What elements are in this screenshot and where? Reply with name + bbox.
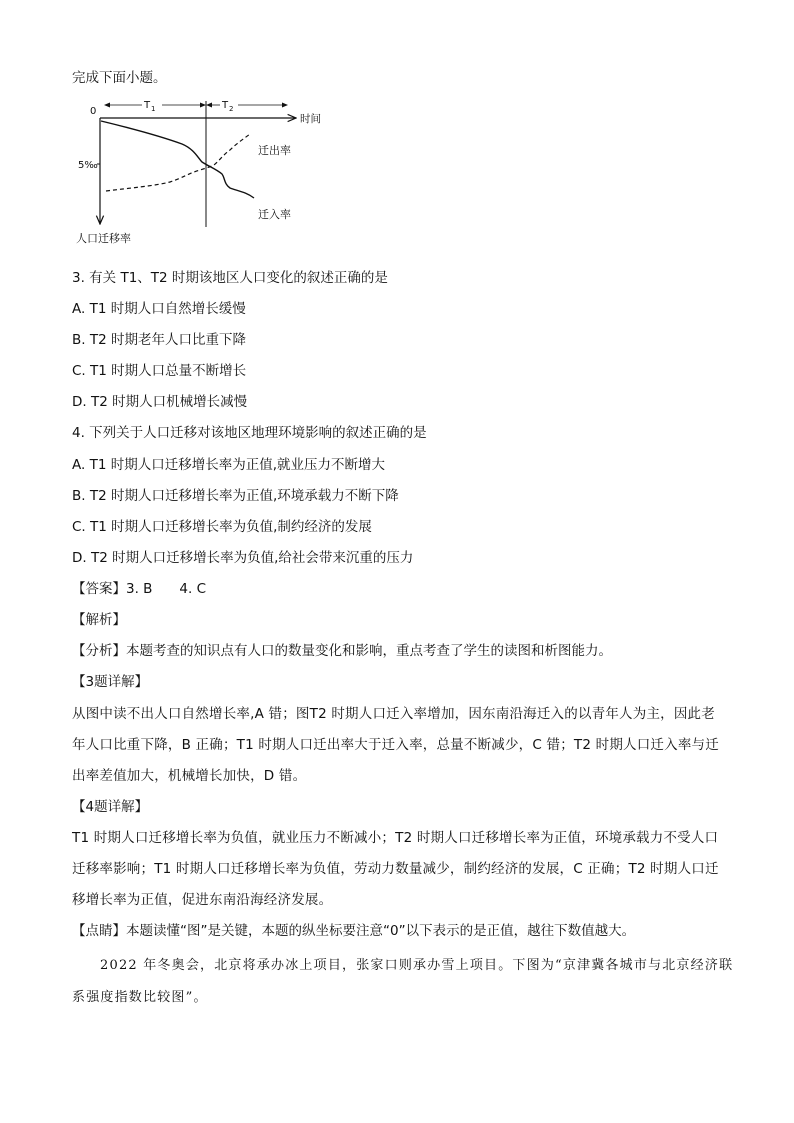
q3-detail-line-3: 出率差值加大，机械增长加快，D 错。: [72, 768, 307, 784]
q4-option-d: D. T2 时期人口迁移增长率为负值,给社会带来沉重的压力: [72, 550, 414, 566]
q3-option-d: D. T2 时期人口机械增长减慢: [72, 394, 248, 410]
t2-label: T: [222, 100, 229, 111]
q4-stem: 4. 下列关于人口迁移对该地区地理环境影响的叙述正确的是: [72, 425, 427, 441]
q3-detail-line-1: 从图中读不出人口自然增长率,A 错；图T2 时期人口迁入率增加，因东南沿海迁入的以青年人为主，因此老: [72, 706, 715, 722]
migration-rate-figure: [70, 96, 340, 248]
next-intro-line-1: 2022 年冬奥会，北京将承办冰上项目，张家口则承办雪上项目。下图为“京津冀各城市与北京经济联: [100, 958, 734, 973]
y-axis-label: 人口迁移率: [76, 232, 131, 245]
t1-sub: 1: [151, 105, 156, 113]
q3-option-c: C. T1 时期人口总量不断增长: [72, 363, 247, 379]
next-intro-line-2: 系强度指数比较图”。: [72, 990, 208, 1005]
in-rate-label: 迁入率: [258, 208, 291, 221]
q4-detail-line-1: T1 时期人口迁移增长率为负值，就业压力不断减小；T2 时期人口迁移增长率为正值，环境承载力不受人口: [72, 830, 719, 846]
answer-line: 【答案】3. B 4. C: [72, 581, 207, 597]
q3-detail-title: 【3题详解】: [72, 674, 149, 690]
intro-text: 完成下面小题。: [72, 70, 167, 86]
y-tick-label: 5‰: [78, 160, 98, 171]
q3-detail-line-2: 年人口比重下降，B 正确；T1 时期人口迁出率大于迁入率，总量不断减少，C 错；T2 时期人口迁入率与迁: [72, 737, 719, 753]
q4-detail-line-3: 移增长率为正值，促进东南沿海经济发展。: [72, 892, 333, 908]
q3-stem: 3. 有关 T1、T2 时期该地区人口变化的叙述正确的是: [72, 270, 388, 286]
q4-option-c: C. T1 时期人口迁移增长率为负值,制约经济的发展: [72, 519, 372, 535]
out-rate-curve: [101, 121, 254, 198]
t1-label: T: [144, 100, 151, 111]
q4-option-a: A. T1 时期人口迁移增长率为正值,就业压力不断增大: [72, 457, 385, 473]
q4-option-b: B. T2 时期人口迁移增长率为正值,环境承载力不断下降: [72, 488, 399, 504]
tip-text: 【点睛】本题读懂“图”是关键，本题的纵坐标要注意“0”以下表示的是正值，越往下数值越大。: [72, 923, 636, 939]
out-rate-label: 迁出率: [258, 144, 291, 157]
origin-label: 0: [90, 106, 97, 117]
q4-detail-title: 【4题详解】: [72, 799, 149, 815]
migration-chart: [70, 96, 340, 248]
x-axis-label: 时间: [300, 113, 321, 125]
analysis-title: 【解析】: [72, 612, 126, 628]
q3-option-b: B. T2 时期老年人口比重下降: [72, 332, 246, 348]
q4-detail-line-2: 迁移率影响；T1 时期人口迁移增长率为负值，劳动力数量减少，制约经济的发展，C 正确；T2 时期人口迁: [72, 861, 719, 877]
q3-option-a: A. T1 时期人口自然增长缓慢: [72, 301, 246, 317]
t2-sub: 2: [229, 105, 234, 113]
analysis-text: 【分析】本题考查的知识点有人口的数量变化和影响，重点考查了学生的读图和析图能力。: [72, 643, 612, 659]
